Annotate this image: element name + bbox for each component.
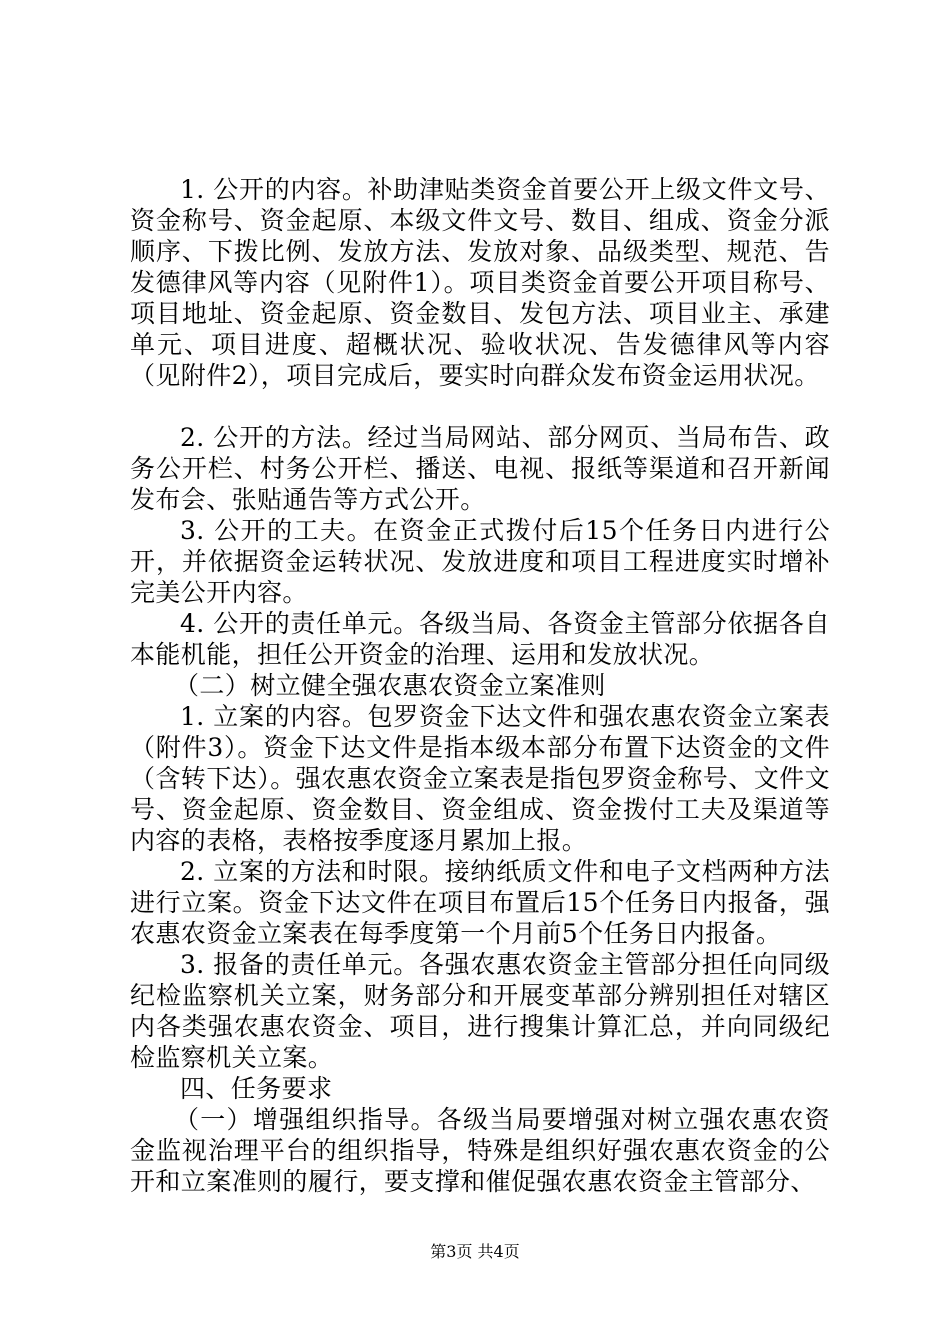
document-body: [130, 174, 830, 1197]
paragraph-disclosure-method: 2. 公开的方法。经过当局网站、部分网页、当局布告、政务公开栏、村务公开栏、播送、电视、报纸等渠道和召开新闻发布会、张贴通告等方式公开。: [130, 423, 830, 514]
paragraph-filing-content: 1. 立案的内容。包罗资金下达文件和强农惠农资金立案表（附件3）。资金下达文件是指本级本部分布置下达资金的文件（含转下达）。强农惠农资金立案表是指包罗资金称号、文件文号、资金起原、资金数目、资金组成、资金拨付工夫及渠道等内容的表格，表格按季度逐月累加上报。: [130, 702, 830, 855]
paragraph-disclosure-time: 3. 公开的工夫。在资金正式拨付后15个任务日内进行公开，并依据资金运转状况、发放进度和项目工程进度实时增补完美公开内容。: [130, 516, 830, 607]
paragraph-strengthen-leadership: （一）增强组织指导。各级当局要增强对树立强农惠农资金监视治理平台的组织指导，特殊是组织好强农惠农资金的公开和立案准则的履行，要支撑和催促强农惠农资金主管部分、: [130, 1105, 830, 1196]
section-heading-task-requirements: 四、任务要求: [180, 1074, 333, 1103]
paragraph-disclosure-responsibility: 4. 公开的责任单元。各级当局、各资金主管部分依据各自本能机能，担任公开资金的治理、运用和发放状况。: [130, 609, 830, 669]
paragraph-disclosure-content: 1. 公开的内容。补助津贴类资金首要公开上级文件文号、资金称号、资金起原、本级文件文号、数目、组成、资金分派顺序、下拨比例、发放方法、发放对象、品级类型、规范、告发德律风等内容（见附件1）。项目类资金首要公开项目称号、项目地址、资金起原、资金数目、发包方法、项目业主、承建单元、项目进度、超概状况、验收状况、告发德律风等内容（见附件2），项目完成后，要实时向群众发布资金运用状况。: [130, 175, 830, 390]
section-heading-filing-system: （二）树立健全强农惠农资金立案准则: [174, 671, 606, 700]
page-number-footer: 第3页 共4页: [430, 1242, 520, 1261]
paragraph-filing-method: 2. 立案的方法和时限。接纳纸质文件和电子文档两种方法进行立案。资金下达文件在项目布置后15个任务日内报备，强农惠农资金立案表在每季度第一个月前5个任务日内报备。: [130, 857, 830, 948]
paragraph-filing-responsibility: 3. 报备的责任单元。各强农惠农资金主管部分担任向同级纪检监察机关立案，财务部分和开展变革部分辨别担任对辖区内各类强农惠农资金、项目，进行搜集计算汇总，并向同级纪检监察机关立案。: [130, 950, 830, 1072]
